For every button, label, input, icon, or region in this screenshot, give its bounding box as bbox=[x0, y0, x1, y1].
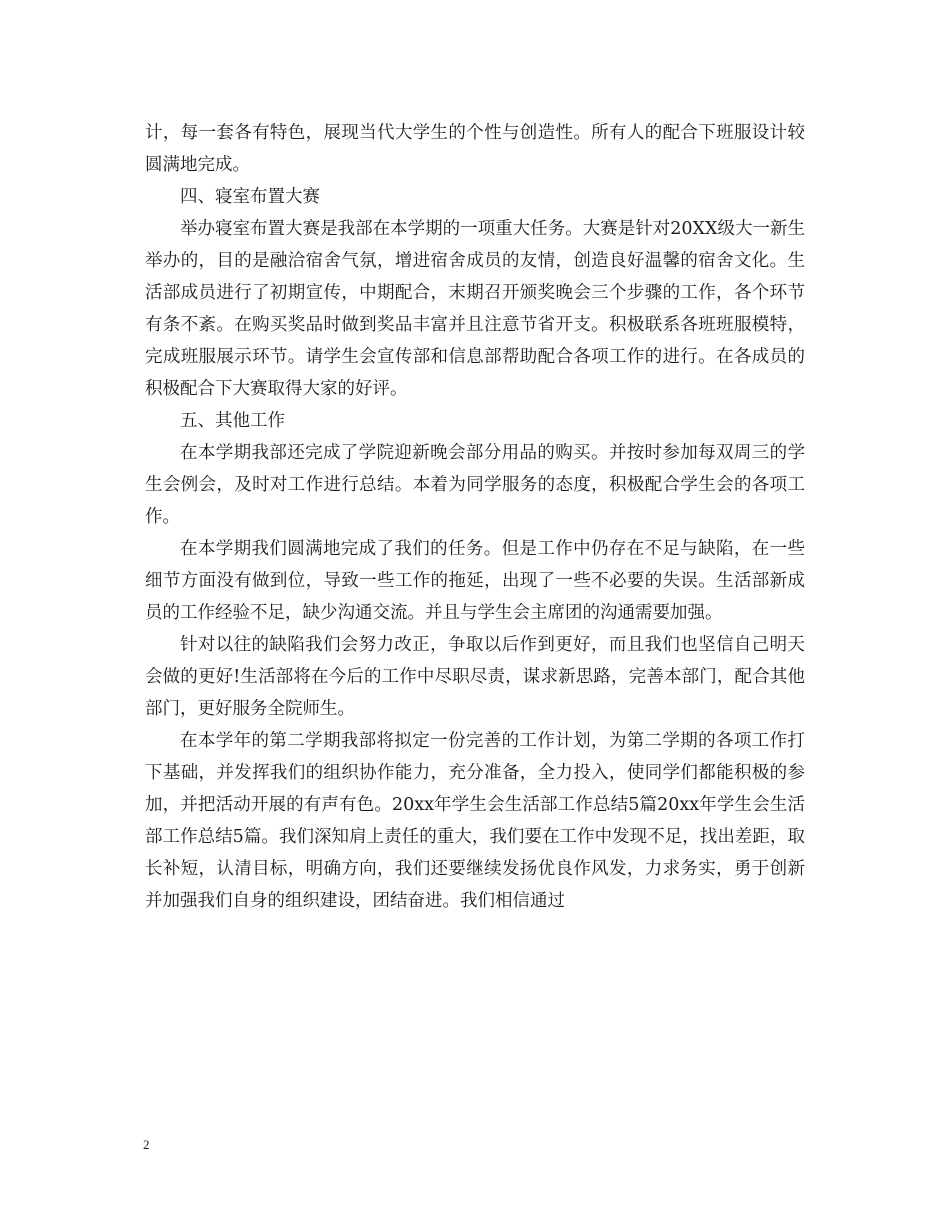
paragraph-dorm-contest: 举办寝室布置大赛是我部在本学期的一项重大任务。大赛是针对20XX级大一新生举办的，目的是融洽宿舍气氛，增进宿舍成员的友情，创造良好温馨的宿舍文化。生活部成员进行了初期宣传，中期配合，末期召开颁奖晚会三个步骤的工作，各个环节有条不紊。在购买奖品时做到奖品丰富并且注意节省开支。积极联系各班班服模特，完成班服展示环节。请学生会宣传部和信息部帮助配合各项工作的进行。在各成员的积极配合下大赛取得大家的好评。 bbox=[145, 219, 805, 399]
section-heading-other-work: 五、其他工作 bbox=[180, 411, 285, 431]
continued-paragraph: 计，每一套各有特色，展现当代大学生的个性与创造性。所有人的配合下班服设计较圆满地完成。 bbox=[145, 123, 805, 175]
paragraph-summary: 在本学期我们圆满地完成了我们的任务。但是工作中仍存在不足与缺陷，在一些细节方面没有做到位，导致一些工作的拖延，出现了一些不必要的失误。生活部新成员的工作经验不足，缺少沟通交流。并且与学生会主席团的沟通需要加强。 bbox=[145, 539, 805, 623]
document-body bbox=[145, 117, 805, 917]
page-number: 2 bbox=[143, 1137, 150, 1152]
paragraph-plan: 在本学年的第二学期我部将拟定一份完善的工作计划，为第二学期的各项工作打下基础，并发挥我们的组织协作能力，充分准备，全力投入，使同学们都能积极的参加，并把活动开展的有声有色。20xx年学生会生活部工作总结5篇20xx年学生会生活部工作总结5篇。我们深知肩上责任的重大，我们要在工作中发现不足，找出差距，取长补短，认清目标，明确方向，我们还要继续发扬优良作风发，力求务实，勇于创新并加强我们自身的组织建设，团结奋进。我们相信通过 bbox=[145, 731, 805, 911]
paragraph-improvement: 针对以往的缺陷我们会努力改正，争取以后作到更好，而且我们也坚信自己明天会做的更好!生活部将在今后的工作中尽职尽责，谋求新思路，完善本部门，配合其他部门，更好服务全院师生。 bbox=[145, 635, 805, 719]
paragraph-other-work: 在本学期我部还完成了学院迎新晚会部分用品的购买。并按时参加每双周三的学生会例会，及时对工作进行总结。本着为同学服务的态度，积极配合学生会的各项工作。 bbox=[145, 443, 805, 527]
section-heading-dorm-contest: 四、寝室布置大赛 bbox=[180, 187, 320, 207]
